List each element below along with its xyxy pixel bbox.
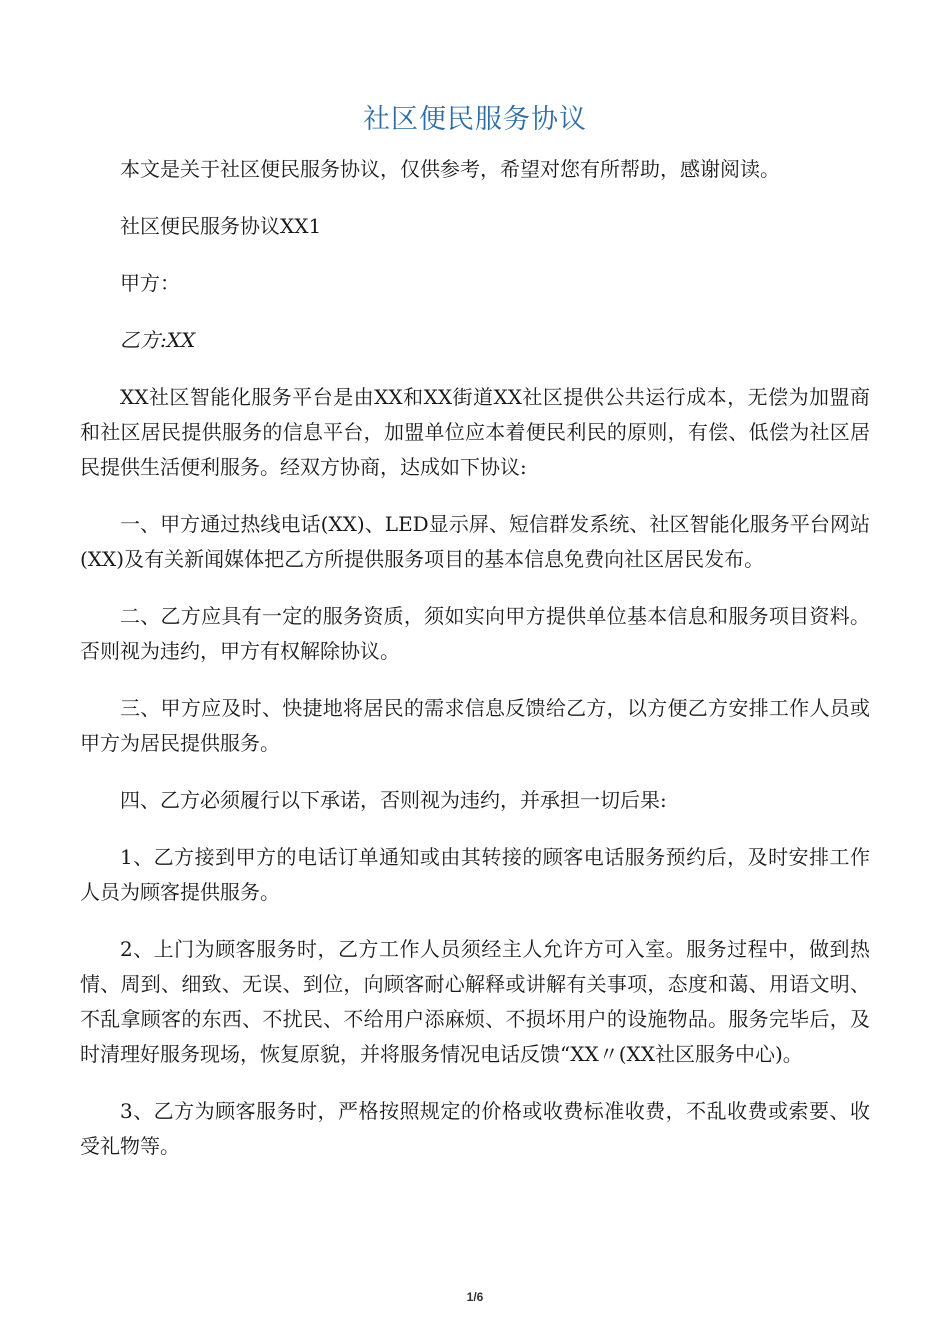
agreement-subtitle: 社区便民服务协议XX1 xyxy=(120,214,322,238)
clause-4-item-1: 1、乙方接到甲方的电话订单通知或由其转接的顾客电话服务预约后，及时安排工作人员为顾客提供服务。 xyxy=(80,845,870,904)
party-a-line: 甲方： xyxy=(120,271,180,295)
preamble-paragraph: XX社区智能化服务平台是由XX和XX街道XX社区提供公共运行成本，无偿为加盟商和社区居民提供服务的信息平台，加盟单位应本着便民利民的原则，有偿、低偿为社区居民提供生活便利服务。经双方协商，达成如下协议: xyxy=(80,385,870,479)
party-b-line: 乙方:XX xyxy=(120,328,196,352)
clause-4: 四、乙方必须履行以下承诺，否则视为违约，并承担一切后果: xyxy=(120,788,667,812)
page-number: 1/6 xyxy=(466,1290,484,1304)
document-body xyxy=(80,152,870,1186)
clause-2: 二、乙方应具有一定的服务资质，须如实向甲方提供单位基本信息和服务项目资料。否则视为违约，甲方有权解除协议。 xyxy=(80,604,870,663)
document-title: 社区便民服务协议 xyxy=(363,104,587,135)
intro-paragraph: 本文是关于社区便民服务协议，仅供参考，希望对您有所帮助，感谢阅读。 xyxy=(120,157,780,181)
clause-1: 一、甲方通过热线电话(XX)、LED显示屏、短信群发系统、社区智能化服务平台网站(XX)及有关新闻媒体把乙方所提供服务项目的基本信息免费向社区居民发布。 xyxy=(80,512,870,571)
clause-4-item-2: 2、上门为顾客服务时，乙方工作人员须经主人允许方可入室。服务过程中，做到热情、周到、细致、无误、到位，向顾客耐心解释或讲解有关事项，态度和蔼、用语文明、不乱拿顾客的东西、不扰民、不给用户添麻烦、不损坏用户的设施物品。服务完毕后，及时清理好服务现场，恢复原貌，并将服务情况电话反馈“XX〃(XX社区服务中心)。 xyxy=(80,937,870,1066)
clause-4-item-3: 3、乙方为顾客服务时，严格按照规定的价格或收费标准收费，不乱收费或索要、收受礼物等。 xyxy=(80,1099,870,1158)
clause-3: 三、甲方应及时、快捷地将居民的需求信息反馈给乙方，以方便乙方安排工作人员或甲方为居民提供服务。 xyxy=(80,696,870,755)
